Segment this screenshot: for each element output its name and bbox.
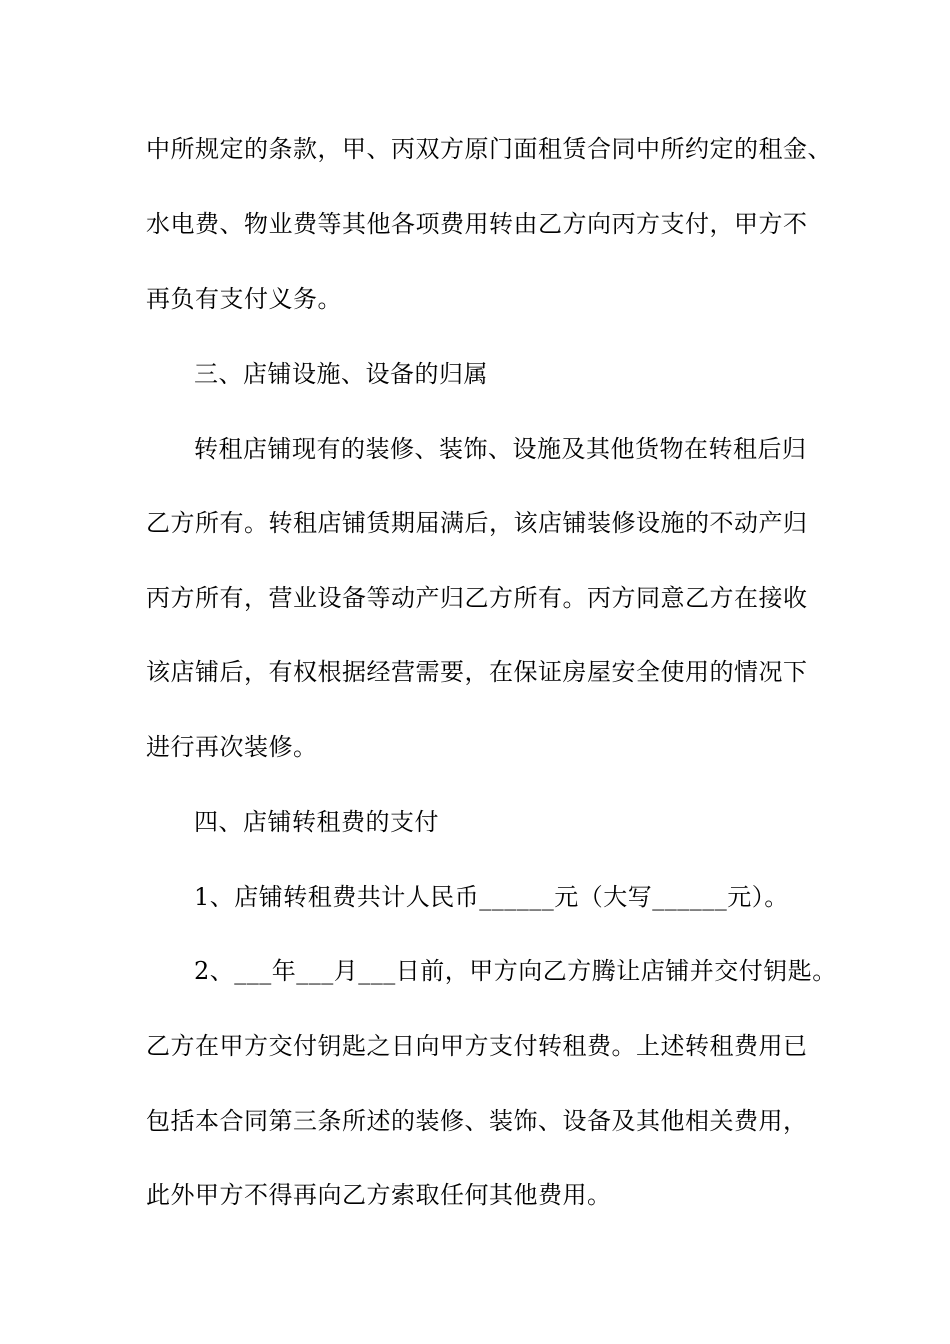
body-text-line: 进行再次装修。 [146, 733, 318, 761]
body-text-line: 丙方所有，营业设备等动产归乙方所有。丙方同意乙方在接收 [146, 584, 808, 612]
section-heading: 四、店铺转租费的支付 [194, 808, 439, 836]
body-text-line: 该店铺后，有权根据经营需要，在保证房屋安全使用的情况下 [146, 658, 808, 686]
body-text-line: 乙方在甲方交付钥匙之日向甲方支付转租费。上述转租费用已 [146, 1032, 808, 1060]
body-text-line: 2、___年___月___日前，甲方向乙方腾让店铺并交付钥匙。 [194, 957, 837, 985]
body-text-line: 转租店铺现有的装修、装饰、设施及其他货物在转租后归 [194, 435, 807, 463]
section-heading: 三、店铺设施、设备的归属 [194, 360, 488, 388]
body-text-line: 再负有支付义务。 [146, 285, 342, 313]
body-text-line: 此外甲方不得再向乙方索取任何其他费用。 [146, 1181, 612, 1209]
body-text-line: 1、店铺转租费共计人民币______元（大写______元）。 [194, 883, 789, 911]
body-text-line: 乙方所有。转租店铺赁期届满后，该店铺装修设施的不动产归 [146, 509, 808, 537]
body-text-line: 水电费、物业费等其他各项费用转由乙方向丙方支付，甲方不 [146, 210, 808, 238]
body-text-line: 包括本合同第三条所述的装修、装饰、设备及其他相关费用， [146, 1107, 808, 1135]
body-text-line: 中所规定的条款，甲、丙双方原门面租赁合同中所约定的租金、 [146, 135, 832, 163]
